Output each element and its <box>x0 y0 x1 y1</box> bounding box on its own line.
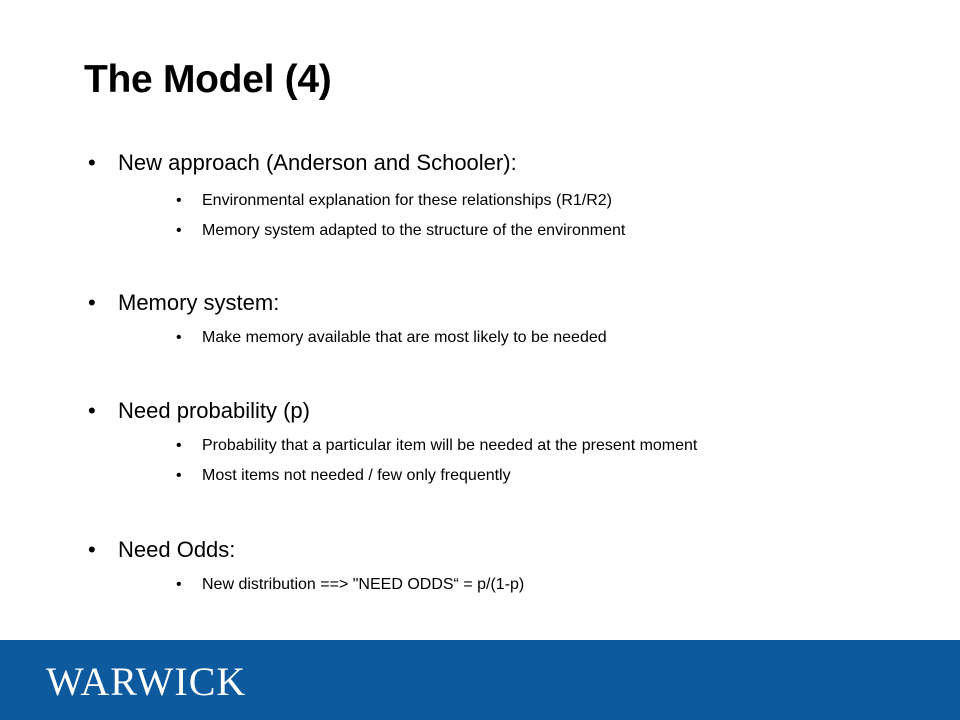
sub-bullet-icon: • <box>176 437 182 454</box>
sub-bullet-text: Most items not needed / few only frequently <box>202 467 511 484</box>
bullet-icon: • <box>88 150 96 175</box>
sub-bullet-icon: • <box>176 192 182 209</box>
sub-bullet-text: Memory system adapted to the structure of the environment <box>202 222 626 239</box>
bullet-icon: • <box>88 537 96 562</box>
sub-bullet-text: Probability that a particular item will be needed at the present moment <box>202 437 698 454</box>
sub-bullet-icon: • <box>176 576 182 593</box>
sub-bullet-text: Environmental explanation for these relationships (R1/R2) <box>202 192 612 209</box>
sub-bullet-icon: • <box>176 329 182 346</box>
bullet-icon: • <box>88 290 96 315</box>
slide-title: The Model (4) <box>84 58 332 101</box>
sub-bullet-icon: • <box>176 467 182 484</box>
bullet-heading-text: Need Odds: <box>118 537 236 562</box>
bullet-heading-text: Need probability (p) <box>118 398 310 423</box>
sub-bullet-text: New distribution ==> "NEED ODDS“ = p/(1-p) <box>202 576 525 593</box>
warwick-logo: WARWICK <box>46 659 247 704</box>
bullet-icon: • <box>88 398 96 423</box>
sub-bullet-icon: • <box>176 222 182 239</box>
bullet-heading-text: Memory system: <box>118 290 280 315</box>
bullet-heading-text: New approach (Anderson and Schooler): <box>118 150 517 175</box>
footer-banner <box>0 640 960 720</box>
sub-bullet-text: Make memory available that are most likely to be needed <box>202 329 607 346</box>
